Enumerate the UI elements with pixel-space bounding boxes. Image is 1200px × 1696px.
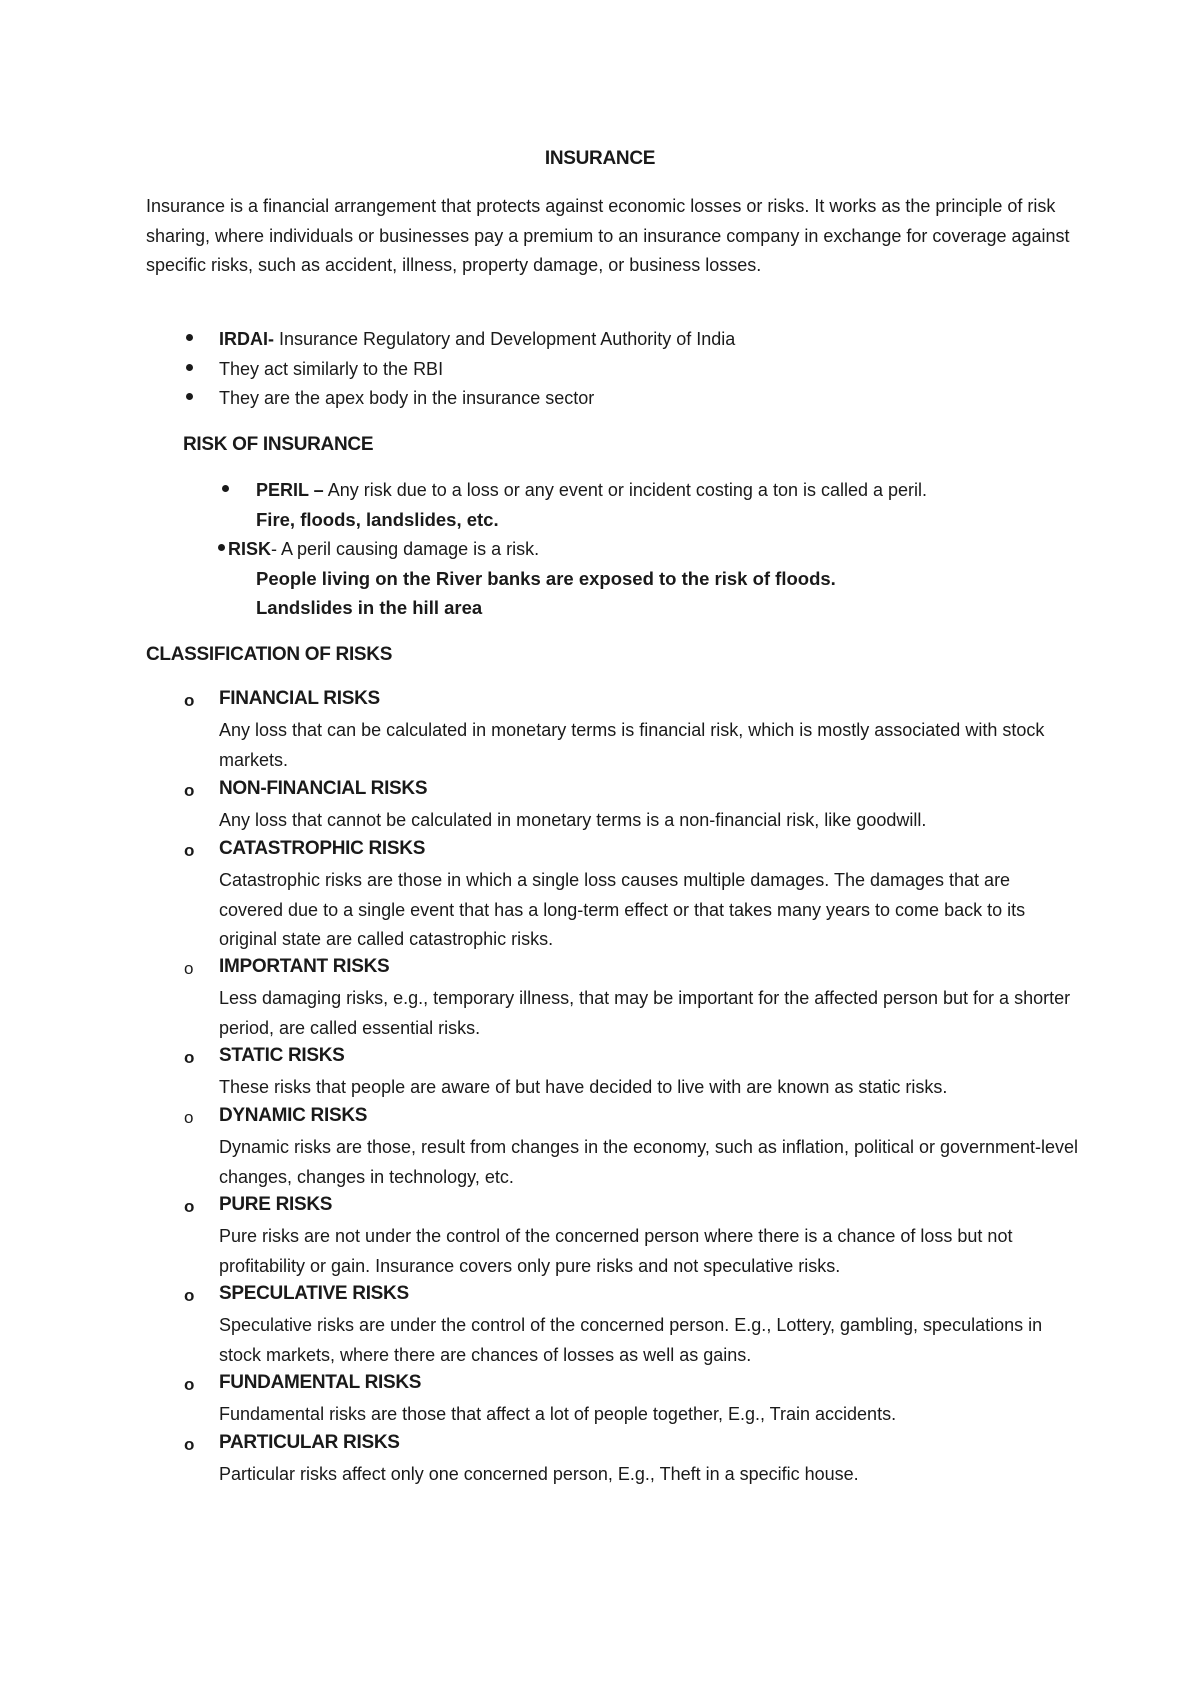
irdai-line xyxy=(219,325,735,354)
peril-line xyxy=(256,476,927,505)
risk-of-insurance-heading: RISK OF INSURANCE xyxy=(183,434,374,455)
classification-item-desc: Fundamental risks are those that affect a lot of people together, E.g., Train accidents. xyxy=(219,1404,897,1424)
irdai-text: Insurance Regulatory and Development Authority of India xyxy=(274,329,736,349)
peril-text: Any risk due to a loss or any event or incident costing a ton is called a peril. xyxy=(323,480,928,500)
classification-item-desc: Less damaging risks, e.g., temporary illness, that may be important for the affected person but for a shorter period, are called essential risks. xyxy=(219,988,1071,1038)
classification-item-desc: Any loss that can be calculated in monetary terms is financial risk, which is mostly associated with stock markets. xyxy=(219,720,1045,770)
irdai-label: IRDAI- xyxy=(219,329,274,349)
classification-item-title: FINANCIAL RISKS xyxy=(219,688,380,709)
classification-item-desc: These risks that people are aware of but have decided to live with are known as static risks. xyxy=(219,1077,948,1097)
classification-item-desc: Any loss that cannot be calculated in monetary terms is a non-financial risk, like goodwill. xyxy=(219,810,927,830)
risk-label: RISK xyxy=(228,539,272,559)
classification-item-title: FUNDAMENTAL RISKS xyxy=(219,1372,422,1393)
list-marker: o xyxy=(184,1435,195,1454)
list-marker: o xyxy=(184,841,195,860)
classification-item-desc: Catastrophic risks are those in which a single loss causes multiple damages. The damages that are covered due to a single event that has a long-term effect or that takes many years to come back to its original state are called catastrophic risks. xyxy=(219,870,1026,949)
classification-item-title: IMPORTANT RISKS xyxy=(219,956,390,977)
list-marker: o xyxy=(184,691,195,710)
classification-item-title: SPECULATIVE RISKS xyxy=(219,1283,409,1304)
classification-item-title: CATASTROPHIC RISKS xyxy=(219,838,426,859)
irdai-point: They act similarly to the RBI xyxy=(219,359,444,379)
classification-item-title: STATIC RISKS xyxy=(219,1045,345,1066)
risk-line xyxy=(228,535,539,564)
classification-item-desc: Speculative risks are under the control of the concerned person. E.g., Lottery, gambling, speculations in stock markets, where there are chances of losses as well as gains. xyxy=(219,1315,1043,1365)
classification-item-title: PURE RISKS xyxy=(219,1194,333,1215)
bullet-dot xyxy=(186,393,193,400)
list-marker: o xyxy=(184,1197,195,1216)
classification-item-title: DYNAMIC RISKS xyxy=(219,1105,368,1126)
list-marker: o xyxy=(184,1286,195,1305)
classification-item-desc: Dynamic risks are those, result from changes in the economy, such as inflation, political or government-level changes, changes in technology, etc. xyxy=(219,1137,1079,1187)
classification-item-title: PARTICULAR RISKS xyxy=(219,1432,400,1453)
risk-example: Landslides in the hill area xyxy=(256,597,483,618)
classification-heading: CLASSIFICATION OF RISKS xyxy=(146,644,393,665)
list-marker: o xyxy=(184,1048,195,1067)
bullet-dot xyxy=(218,544,225,551)
list-marker: o xyxy=(184,1375,195,1394)
bullet-dot xyxy=(186,364,193,371)
document-title: INSURANCE xyxy=(544,148,656,169)
list-marker: o xyxy=(184,959,194,978)
list-marker: o xyxy=(184,1108,194,1127)
classification-item-desc: Particular risks affect only one concerned person, E.g., Theft in a specific house. xyxy=(219,1464,859,1484)
peril-label: PERIL – xyxy=(256,480,324,500)
irdai-point: They are the apex body in the insurance sector xyxy=(219,388,595,408)
classification-item-desc: Pure risks are not under the control of the concerned person where there is a chance of loss but not profitability or gain. Insurance covers only pure risks and not speculative risks. xyxy=(219,1226,1013,1276)
classification-item-title: NON-FINANCIAL RISKS xyxy=(219,778,428,799)
bullet-dot xyxy=(222,485,229,492)
intro-paragraph: Insurance is a financial arrangement that protects against economic losses or risks. It works as the principle of risk sharing, where individuals or businesses pay a premium to an insurance company in exchange for coverage against specific risks, such as accident, illness, property damage, or business losses. xyxy=(146,196,1070,275)
risk-example: People living on the River banks are exposed to the risk of floods. xyxy=(256,568,836,589)
peril-example: Fire, floods, landslides, etc. xyxy=(256,509,499,530)
risk-text: - A peril causing damage is a risk. xyxy=(271,539,540,559)
bullet-dot xyxy=(186,334,193,341)
list-marker: o xyxy=(184,781,195,800)
